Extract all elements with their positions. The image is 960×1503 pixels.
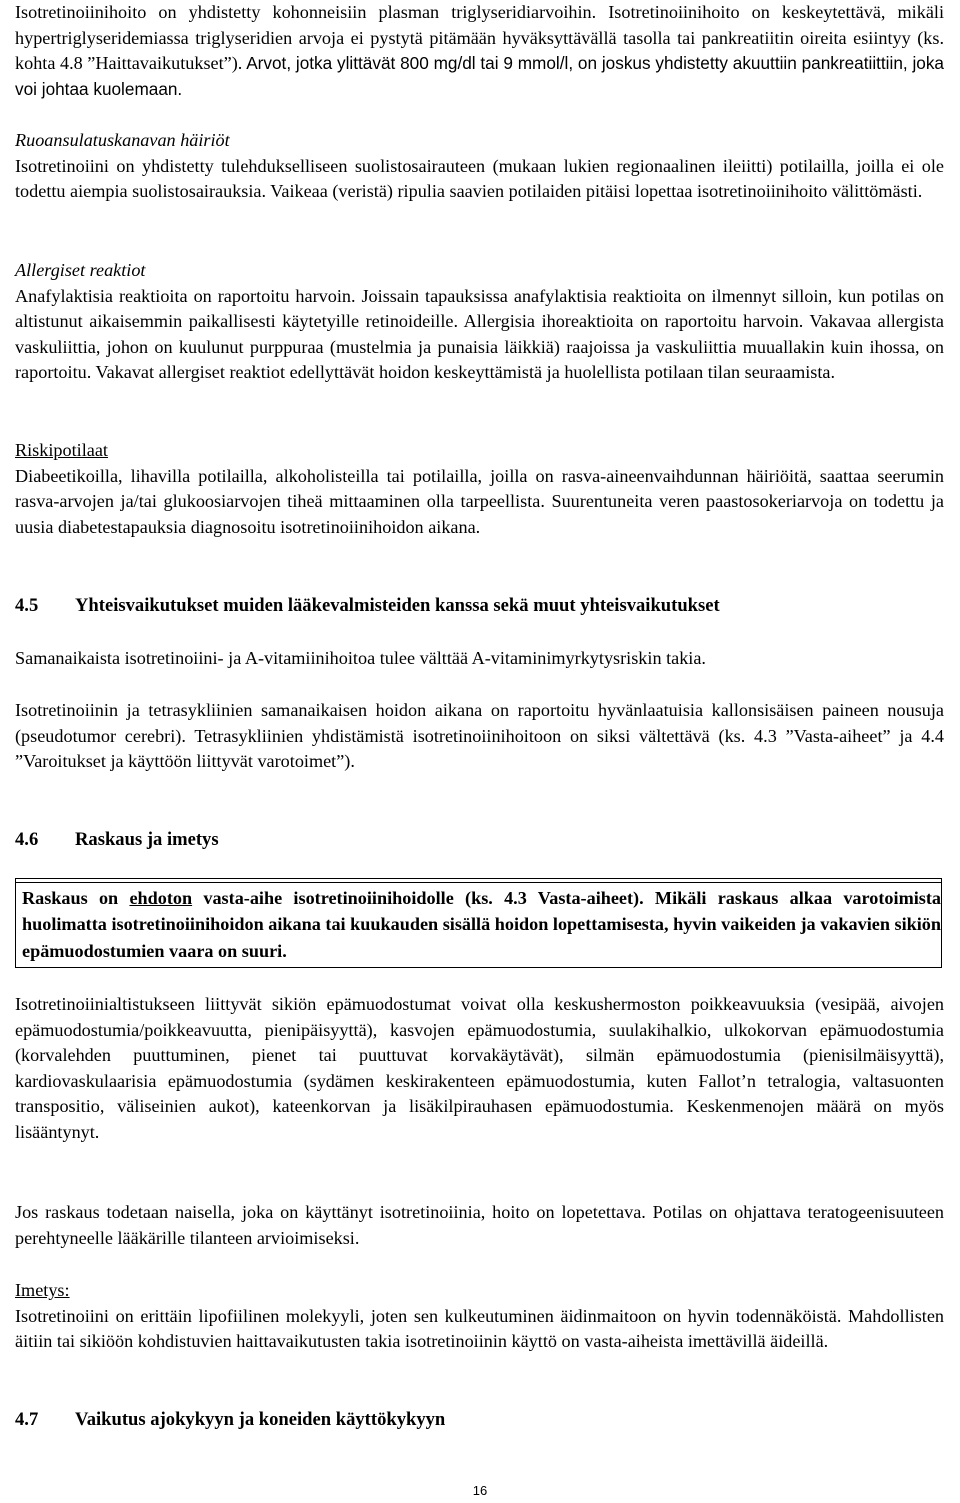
risk-subheading: Riskipotilaat — [15, 440, 108, 460]
warning-underlined-word: ehdoton — [129, 888, 193, 908]
pregnancy-detected-paragraph — [15, 1200, 944, 1251]
breastfeeding-text: Isotretinoiini on erittäin lipofiilinen molekyyli, joten sen kulkeutuminen äidinmaitoon on hyvin todennäköistä. Mahdollisten äitiin tai sikiöön kohdistuvien haittavaikutusten takia isotretinoiinin käyttö on vasta-aiheista imettävillä äideillä. — [15, 1305, 944, 1352]
risk-section — [15, 438, 944, 540]
gi-section — [15, 128, 944, 205]
risk-text: Diabeetikoilla, lihavilla potilailla, alkoholisteilla tai potilailla, joilla on rasva-aineenvaihdunnan häiriöitä, saattaa seerumin rasva-arvojen ja/tai glukoosiarvojen tiheä mittaaminen olla tarpeellista. Suurentuneita veren paastosokeriarvoja on todettu ja uusia diabetestapauksia diagnosoitu isotretinoiinihoidon aikana. — [15, 465, 944, 537]
section-4-7-heading — [15, 1407, 445, 1433]
section-number: 4.5 — [15, 595, 39, 616]
triglyceride-text-serif: Isotretinoiinihoito on yhdistetty kohonneisiin plasman triglyseridiarvoihin. Isotretinoiinihoito on keskeytettävä, mikäli hypertriglyseridemiassa triglyseridien arvoja ei pystytä pitämään hyväksyttävällä tasolla tai pankreatiitin oireita esiintyy (ks. kohta 4.8 ”Haittavaikutukset”). — [15, 2, 944, 74]
triglyceride-paragraph — [15, 0, 944, 102]
allergy-section — [15, 258, 944, 386]
pregnancy-detected-text: Jos raskaus todetaan naisella, joka on käyttänyt isotretinoiinia, hoito on lopetettava. Potilas on ohjattava teratogeenisuuteen perehtyneelle lääkärille tilanteen arvioimiseksi. — [15, 1202, 944, 1248]
breastfeeding-subheading: Imetys: — [15, 1280, 70, 1300]
malformations-text: Isotretinoiinialtistukseen liittyvät sikiön epämuodostumat voivat olla keskushermoston poikkeavuuksia (vesipää, aivojen epämuodostumia/poikkeavuutta, pienipäisyyttä), kasvojen epämuodostumia, suulakihalkio, ulkokorvan epämuodostumia (korvalehden puuttuminen, pienet tai puuttuvat korvakäytävät), silmän epämuodostumia (pienisilmäisyyttä), kardiovaskulaarisia epämuodostumia (sydämen keskirakenteen epämuodostumia, kuten Fallot’n tetralogia, valtasuonten transpositio, väliseinien aukot), kateenkorvan ja lisäkilpirauhasen epämuodostumia. Keskenmenojen määrä on myös lisääntynyt. — [15, 994, 944, 1142]
section-title: Raskaus ja imetys — [75, 829, 219, 850]
gi-text-2: Vaikeaa (veristä) ripulia saavien potilaiden pitäisi lopettaa isotretinoiinihoito välittömästi. — [266, 181, 923, 202]
page-number: 16 — [472, 1483, 488, 1498]
allergy-subheading: Allergiset reaktiot — [15, 260, 146, 280]
section-4-5-heading — [15, 593, 720, 619]
section-title: Yhteisvaikutukset muiden lääkevalmisteiden kanssa sekä muut yhteisvaikutukset — [75, 595, 720, 616]
gi-subheading: Ruoansulatuskanavan häiriöt — [15, 130, 230, 150]
malformations-paragraph — [15, 992, 944, 1146]
pregnancy-warning-box — [15, 878, 942, 968]
pregnancy-warning-text — [16, 883, 941, 967]
triglyceride-text-sans: Arvot, jotka ylittävät 800 mg/dl tai 9 mmol/l, on joskus yhdistetty akuuttiin pankreatiittiin, joka voi johtaa kuolemaan. — [15, 53, 944, 99]
warning-text-start: Raskaus on — [22, 888, 130, 908]
vitamin-a-paragraph — [15, 646, 944, 672]
vitamin-a-text: Samanaikaista isotretinoiini- ja A-vitamiinihoitoa tulee välttää A-vitaminimyrkytysriskin takia. — [15, 648, 706, 668]
box-double-rule — [16, 882, 941, 883]
section-number: 4.7 — [15, 1409, 39, 1430]
section-4-6-heading — [15, 827, 219, 853]
section-title: Vaikutus ajokykyyn ja koneiden käyttökykyyn — [75, 1409, 446, 1430]
tetracycline-text: Isotretinoiinin ja tetrasykliinien samanaikaisen hoidon aikana on raportoitu hyvänlaatuisia kallonsisäisen paineen nousuja (pseudotumor cerebri). Tetrasykliinien yhdistämistä isotretinoiinihoitoon on siksi vältettävä (ks. 4.3 ”Vasta-aiheet” ja 4.4 ”Varoitukset ja käyttöön liittyvät varotoimet”). — [15, 700, 944, 772]
section-number: 4.6 — [15, 829, 39, 850]
allergy-text: Anafylaktisia reaktioita on raportoitu harvoin. Joissain tapauksissa anafylaktisia reaktioita on ilmennyt silloin, kun potilas on altistunut aikaisemmin paikallisesti käytetyille retinoideille. Allergisia ihoreaktioita on raportoitu harvoin. Vakavaa allergista vaskuliittia, johon on kuulunut purppuraa (mustelmia ja punaisia läikkiä) raajoissa ja vaskuliittia muuallakin kuin ihossa, on raportoitu. Vakavat allergiset reaktiot edellyttävät hoidon keskeyttämistä ja huolellista potilaan tilan seuraamista. — [15, 285, 944, 383]
gi-text: Isotretinoiini on yhdistetty tulehdukselliseen suolistosairauteen (mukaan lukien regionaalinen ileiitti) potilailla, joilla ei ole todettu aiempia suolistosairauksia. — [15, 155, 944, 202]
warning-text-end: vasta-aihe isotretinoiinihoidolle (ks. 4.3 Vasta-aiheet). Mikäli raskaus alkaa varotoimista huolimatta isotretinoiinihoidon aikana tai kuukauden sisällä hoidon lopettamisesta, hyvin vaikeiden ja vakavien sikiön epämuodostumien vaara on suuri. — [22, 888, 941, 961]
breastfeeding-section — [15, 1278, 944, 1355]
tetracycline-paragraph — [15, 698, 944, 775]
